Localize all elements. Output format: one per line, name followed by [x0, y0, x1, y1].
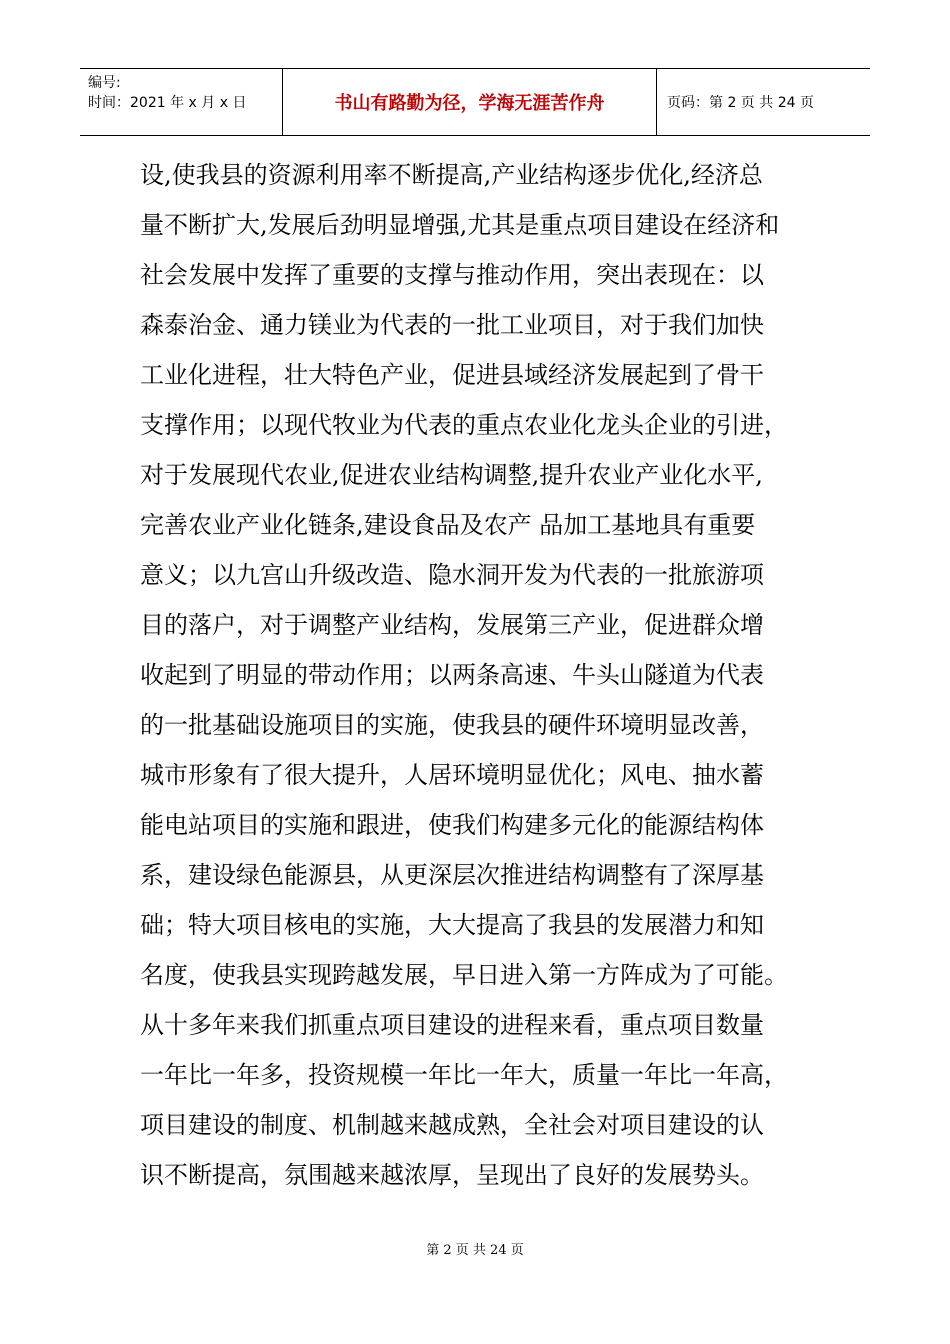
page-footer: 第 2 页 共 24 页: [426, 1243, 524, 1258]
body-line: 收起到了明显的带动作用；以两条高速、牛头山隧道为代表: [140, 661, 764, 689]
header-page-info: 页码：第 2 页 共 24 页: [667, 95, 814, 111]
body-line: 础；特大项目核电的实施，大大提高了我县的发展潜力和知: [140, 911, 764, 939]
body-line: 对于发展现代农业,促进农业结构调整,提升农业产业化水平,: [140, 461, 763, 489]
body-line: 从十多年来我们抓重点项目建设的进程来看，重点项目数量: [140, 1011, 764, 1039]
body-line: 意义；以九宫山升级改造、隐水洞开发为代表的一批旅游项: [140, 561, 764, 589]
document-body: [140, 150, 830, 1200]
body-line: 森泰治金、通力镁业为代表的一批工业项目，对于我们加快: [140, 311, 764, 339]
header-meta: [80, 69, 283, 135]
body-line: 识不断提高，氛围越来越浓厚，呈现出了良好的发展势头。: [140, 1161, 764, 1189]
body-line: 设,使我县的资源利用率不断提高,产业结构逐步优化,经济总: [140, 161, 763, 189]
body-line: 能电站项目的实施和跟进，使我们构建多元化的能源结构体: [140, 811, 764, 839]
body-line: 完善农业产业化链条,建设食品及农产 品加工基地具有重要: [140, 511, 756, 539]
body-line: 量不断扩大,发展后劲明显增强,尤其是重点项目建设在经济和: [140, 211, 780, 239]
body-line: 一年比一年多，投资规模一年比一年大，质量一年比一年高，: [140, 1061, 788, 1089]
body-line: 的一批基础设施项目的实施，使我县的硬件环境明显改善，: [140, 711, 764, 739]
body-line: 目的落户，对于调整产业结构，发展第三产业，促进群众增: [140, 611, 764, 639]
header-motto: 书山有路勤为径，学海无涯苦作舟: [283, 69, 657, 135]
page-header: [80, 68, 870, 136]
document-date: 时间：2021 年 x 月 x 日: [88, 95, 247, 111]
body-line: 社会发展中发挥了重要的支撑与推动作用，突出表现在：以: [140, 261, 764, 289]
body-line: 名度，使我县实现跨越发展，早日进入第一方阵成为了可能。: [140, 961, 788, 989]
body-line: 工业化进程，壮大特色产业，促进县域经济发展起到了骨干: [140, 361, 764, 389]
body-line: 项目建设的制度、机制越来越成熟，全社会对项目建设的认: [140, 1111, 764, 1139]
body-line: 城市形象有了很大提升，人居环境明显优化；风电、抽水蓄: [140, 761, 764, 789]
document-number-label: 编号:: [88, 75, 121, 91]
body-line: 系，建设绿色能源县，从更深层次推进结构调整有了深厚基: [140, 861, 764, 889]
body-line: 支撑作用；以现代牧业为代表的重点农业化龙头企业的引进，: [140, 411, 788, 439]
